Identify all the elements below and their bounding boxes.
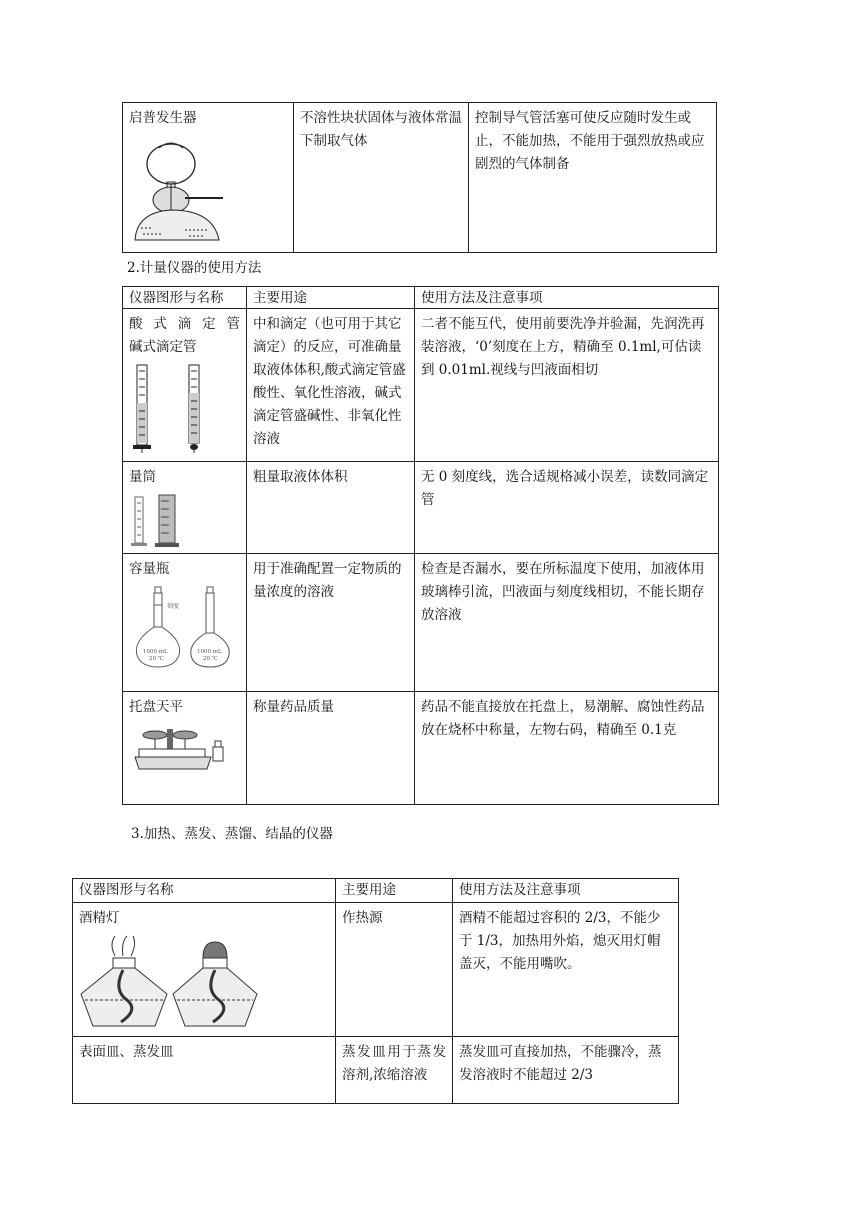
instrument-cell — [123, 462, 247, 554]
instrument-name: 表面皿、蒸发皿 — [79, 1044, 174, 1060]
instrument-cell — [123, 309, 247, 462]
notes-cell: 检查是否漏水，要在所标温度下使用，加液体用玻璃棒引流，凹液面与刻度线相切，不能长期存放溶液 — [415, 554, 719, 692]
instrument-name: 酒精灯 — [79, 910, 120, 926]
column-header: 仪器图形与名称 — [123, 287, 247, 309]
column-header: 主要用途 — [247, 287, 415, 309]
flask-volume-label: 1000 mL — [143, 649, 168, 655]
instrument-name: 托盘天平 — [129, 699, 183, 715]
use-cell: 蒸发皿用于蒸发溶剂,浓缩溶液 — [336, 1037, 453, 1104]
column-header: 仪器图形与名称 — [73, 879, 336, 903]
notes-cell: 酒精不能超过容积的 2/3，不能少于 1/3，加热用外焰，熄灭用灯帽盖灭，不能用嘴吹。 — [453, 903, 679, 1037]
instrument-name: 容量瓶 — [129, 561, 170, 577]
table-row — [123, 309, 719, 462]
use-cell: 中和滴定（也可用于其它滴定）的反应，可准确量取液体体积,酸式滴定管盛酸性、氧化性溶液，碱式滴定管盛碱性、非氧化性溶液 — [247, 309, 415, 462]
instrument-cell — [123, 103, 294, 253]
use-cell: 粗量取液体体积 — [247, 462, 415, 554]
column-header: 使用方法及注意事项 — [453, 879, 679, 903]
section-heading-2: 2.计量仪器的使用方法 — [127, 260, 262, 276]
table-row — [123, 554, 719, 692]
burette-figure — [129, 363, 219, 453]
column-header: 主要用途 — [336, 879, 453, 903]
instrument-name: 量筒 — [129, 469, 156, 485]
instrument-name: 启普发生器 — [129, 110, 197, 126]
heating-instruments-table — [72, 878, 679, 1104]
notes-cell: 无 0 刻度线，选合适规格减小误差，读数同滴定管 — [415, 462, 719, 554]
instrument-cell — [123, 554, 247, 692]
table-row — [123, 103, 717, 253]
table-row — [73, 903, 679, 1037]
instrument-name: 酸式滴定管 — [129, 316, 240, 332]
use-cell: 作热源 — [336, 903, 453, 1037]
instrument-cell — [123, 692, 247, 805]
section-heading-3: 3.加热、蒸发、蒸馏、结晶的仪器 — [131, 826, 333, 842]
measuring-instruments-table — [122, 286, 719, 805]
use-cell: 用于准确配置一定物质的量浓度的溶液 — [247, 554, 415, 692]
flask-volume-label: 1000 mL — [197, 649, 222, 655]
kipp-table — [122, 102, 717, 253]
instrument-cell — [73, 1037, 336, 1104]
notes-cell: 药品不能直接放在托盘上，易潮解、腐蚀性药品放在烧杯中称量，左物右码，精确至 0.1克 — [415, 692, 719, 805]
table-row — [123, 462, 719, 554]
table-header-row — [123, 287, 719, 309]
table-row — [73, 1037, 679, 1104]
graduated-cylinder-figure — [129, 493, 189, 549]
instrument-cell — [73, 903, 336, 1037]
instrument-name: 碱式滴定管 — [129, 339, 197, 355]
table-row — [123, 692, 719, 805]
flask-mark-label: 刻度 — [167, 603, 180, 610]
column-header: 使用方法及注意事项 — [415, 287, 719, 309]
balance-scale-figure — [129, 723, 229, 777]
notes-cell: 蒸发皿可直接加热，不能骤冷，蒸发溶液时不能超过 2/3 — [453, 1037, 679, 1104]
flask-temp-label: 20 ℃ — [149, 656, 164, 662]
notes-cell: 二者不能互代，使用前要洗净并验漏，先润洗再装溶液，‘0’刻度在上方，精确至 0.1ml,可估读到 0.01ml.视线与凹液面相切 — [415, 309, 719, 462]
table-header-row — [73, 879, 679, 903]
use-cell: 不溶性块状固体与液体常温下制取气体 — [294, 103, 469, 253]
use-cell: 称量药品质量 — [247, 692, 415, 805]
volumetric-flask-figure — [129, 585, 239, 669]
flask-temp-label: 20 ℃ — [203, 656, 218, 662]
kipp-apparatus-figure — [129, 134, 239, 244]
alcohol-lamp-figure — [79, 934, 259, 1028]
notes-cell: 控制导气管活塞可使反应随时发生或止，不能加热，不能用于强烈放热或应剧烈的气体制备 — [469, 103, 717, 253]
